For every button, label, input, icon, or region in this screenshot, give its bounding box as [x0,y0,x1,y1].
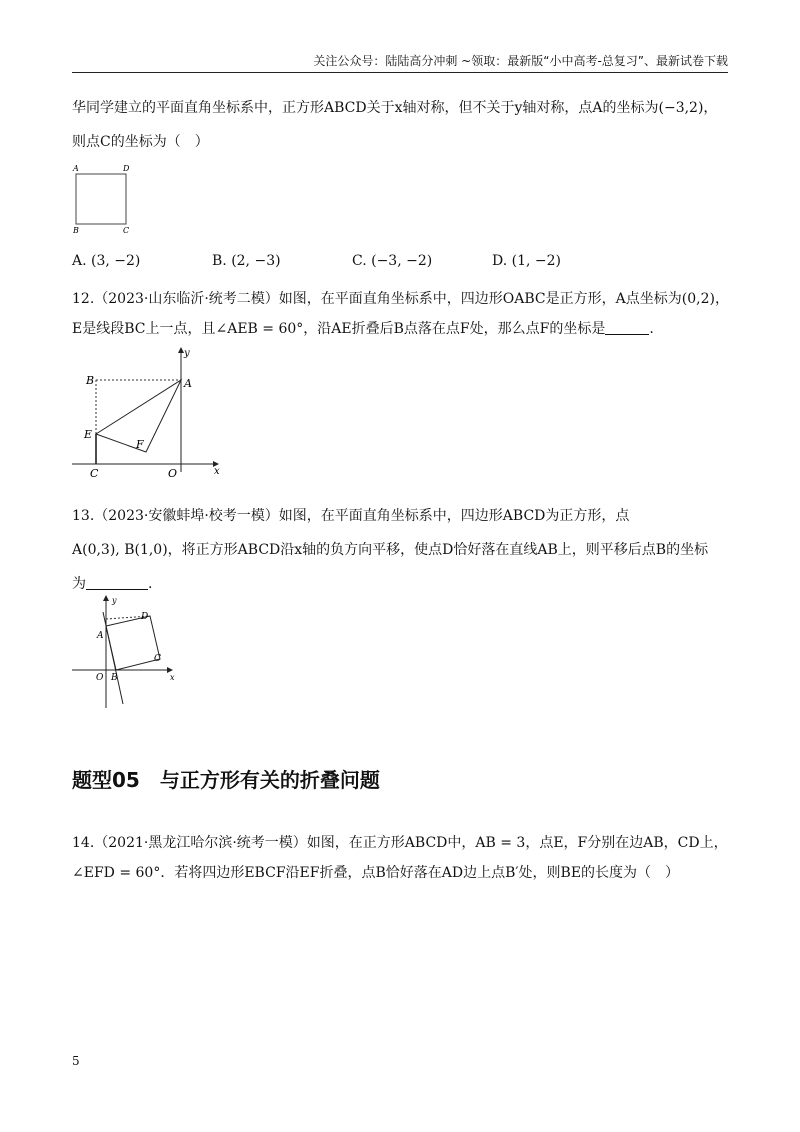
fig-label-a: A [73,164,79,173]
fig-label-o: O [96,673,104,683]
fig-label-f: F [136,438,144,451]
fig-label-y: y [112,596,117,605]
q13-text-line2: A(0,3), B(1,0)，将正方形ABCD沿x轴的负方向平移，使点D恰好落在直线AB上，则平移后点B的坐标 [72,542,709,558]
q11-text-line2: 则点C的坐标为（ ） [72,134,209,150]
fig-label-c: C [90,467,99,480]
q14-text-line2: ∠EFD = 60°．若将四边形EBCF沿EF折叠，点B恰好落在AD边上点B′处，则BE的长度为（ ） [72,865,680,881]
q13-text-line3-start: 为 [72,576,86,592]
q11-option-c: C. (−3, −2) [352,253,433,269]
fig-label-c: C [123,226,130,235]
q13-coordinate-figure [68,592,183,714]
fig-label-e: E [84,428,93,441]
q11-option-a: A. (3, −2) [72,253,141,269]
q13-text-line1: 13.（2023·安徽蚌埠·校考一模）如图，在平面直角坐标系中，四边形ABCD为正方形，点 [72,508,630,524]
fig-label-c: C [154,654,161,664]
q11-option-d: D. (1, −2) [492,253,561,269]
fig-label-x: x [214,466,220,477]
square-abcd [76,174,126,224]
page-header: 关注公众号：陆陆高分冲刺 ~领取：最新版“小中高考-总复习”、最新试卷下载 [313,54,728,68]
q13-text-line3 [72,573,152,593]
section-heading: 题型05 与正方形有关的折叠问题 [72,768,380,792]
q13-answer-blank [86,575,148,590]
q12-text-line2 [72,318,654,338]
header-divider [72,72,728,73]
fig-label-d: D [123,164,130,173]
q12-answer-blank [605,320,649,335]
q11-option-b: B. (2, −3) [212,253,281,269]
q13-text-line3-end: . [148,576,153,592]
q12-text-line1: 12.（2023·山东临沂·统考二模）如图，在平面直角坐标系中，四边形OABC是正方形，A点坐标为(0,2)， [72,291,729,307]
q12-coordinate-figure [68,340,238,480]
q11-text-line1: 华同学建立的平面直角坐标系中，正方形ABCD关于x轴对称，但不关于y轴对称，点A的坐标为(−3,2)， [72,100,718,116]
fig-label-o: O [168,467,178,480]
fig-label-b: B [73,226,79,235]
fig-label-b: B [86,374,95,387]
fig-label-d: D [141,612,149,622]
q12-text-line2-body: E是线段BC上一点，且∠AEB = 60°，沿AE折叠后B点落在点F处，那么点F的坐标是 [72,321,606,337]
fig-label-a: A [184,377,192,390]
fig-label-x: x [170,673,175,682]
q12-text-line2-end: . [649,321,654,337]
fig-label-b: B [111,673,118,683]
fig-label-a: A [97,631,104,641]
q11-square-figure [68,162,138,238]
q14-text-line1: 14.（2021·黑龙江哈尔滨·统考一模）如图，在正方形ABCD中，AB = 3，点E，F分别在边AB，CD上， [72,835,728,851]
page-number: 5 [72,1054,80,1068]
fig-label-y: y [184,348,190,359]
